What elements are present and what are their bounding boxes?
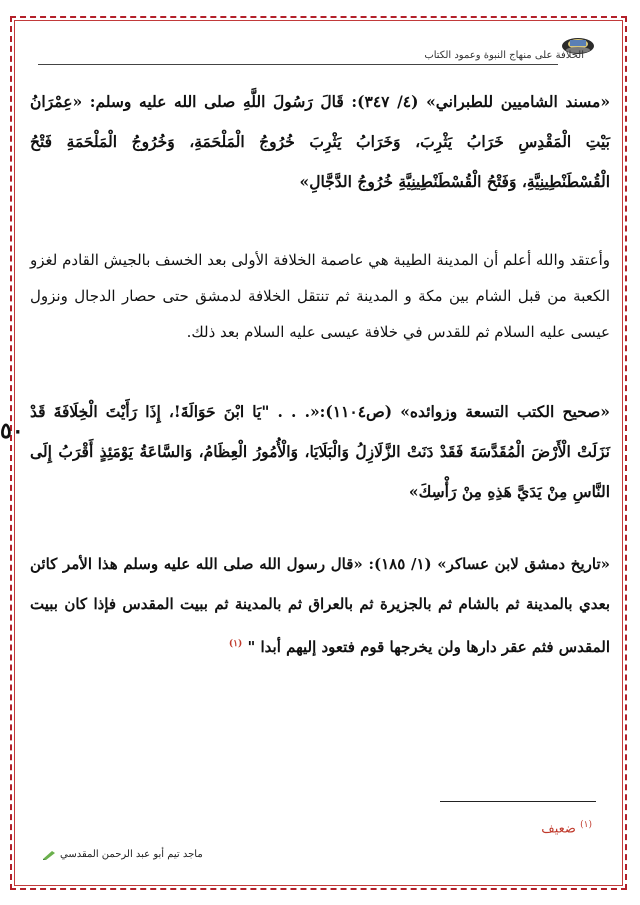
hadith-text: «قال رسول الله صلى الله عليه وسلم هذا الأمر كائن بعدي بالمدينة ثم بالشام ثم بالجزيرة ثم بالعراق ثم بالمدينة ثم ببيت المقدس فإذا كان ببيت المقدس فثم عقر دارها ولن يخرجها قوم فتعود إليهم أبدا "	[30, 555, 610, 656]
page-number: ٥٠	[0, 418, 24, 444]
hadith-source: «تاريخ دمشق لابن عساكر» (١/ ١٨٥):	[362, 555, 610, 573]
pen-icon	[42, 850, 56, 860]
header-divider	[38, 64, 558, 65]
hadith-text: قَالَ رَسُولَ اللَّهِ صلى الله عليه وسلم: «عِمْرَانُ بَيْتِ الْمَقْدِسِ خَرَابُ يَثْرِبَ، وَخَرَابُ يَثْرِبَ خُرُوجُ الْمَلْحَمَةِ، وَخُرُوجُ الْمَلْحَمَةِ فَتْحُ الْقُسْطَنْطِينِيَّةِ، وَفَتْحُ الْقُسْطَنْطِينِيَّةِ خُرُوجُ الدَّجَّالِ»	[30, 92, 610, 191]
hadith-source: «صحيح الكتب التسعة وزوائده» (ص١١٠٤):	[319, 402, 610, 421]
hadith-source: «مسند الشاميين للطبراني» (٤/ ٣٤٧):	[343, 92, 611, 111]
footnote	[541, 820, 592, 836]
author-name: ماجد تيم أبو عبد الرحمن المقدسي	[60, 849, 203, 860]
footnote-text: ضعيف	[541, 821, 576, 837]
commentary-paragraph: وأعتقد والله أعلم أن المدينة الطيبة هي عاصمة الخلافة الأولى بعد الخسف بالجيش القادم لغزو الكعبة من قبل الشام بين مكة و المدينة ثم تنتقل الخلافة لدمشق حتى حصار الدجال ونزول عيسى عليه السلام ثم للقدس في خلافة عيسى عليه السلام بعد ذلك.	[30, 251, 610, 341]
header-title: الخلافة على منهاج النبوة وعمود الكتاب	[424, 50, 584, 61]
footnote-reference[interactable]: (١)	[228, 639, 243, 649]
hadith-paragraph-1	[30, 82, 610, 202]
footnote-number: (١)	[580, 820, 592, 830]
footnote-divider	[440, 801, 596, 802]
author-signature	[42, 849, 203, 860]
hadith-text: «. . . "يَا ابْنَ حَوَالَةَ!، إِذَا رَأَيْتَ الْخِلَافَةَ قَدْ نَزَلَتْ الْأَرْضَ الْمُقَدَّسَةَ فَقَدْ دَنَتْ الزَّلَازِلُ وَالْبَلَايَا، وَالْأُمُورُ الْعِظَامُ، وَالسَّاعَةُ يَوْمَئِذٍ أَقْرَبُ إِلَى النَّاسِ مِنْ يَدَيَّ هَذِهِ مِنْ رَأْسِكَ»	[30, 402, 610, 501]
hadith-paragraph-3	[30, 544, 610, 667]
hadith-paragraph-2	[30, 392, 610, 512]
